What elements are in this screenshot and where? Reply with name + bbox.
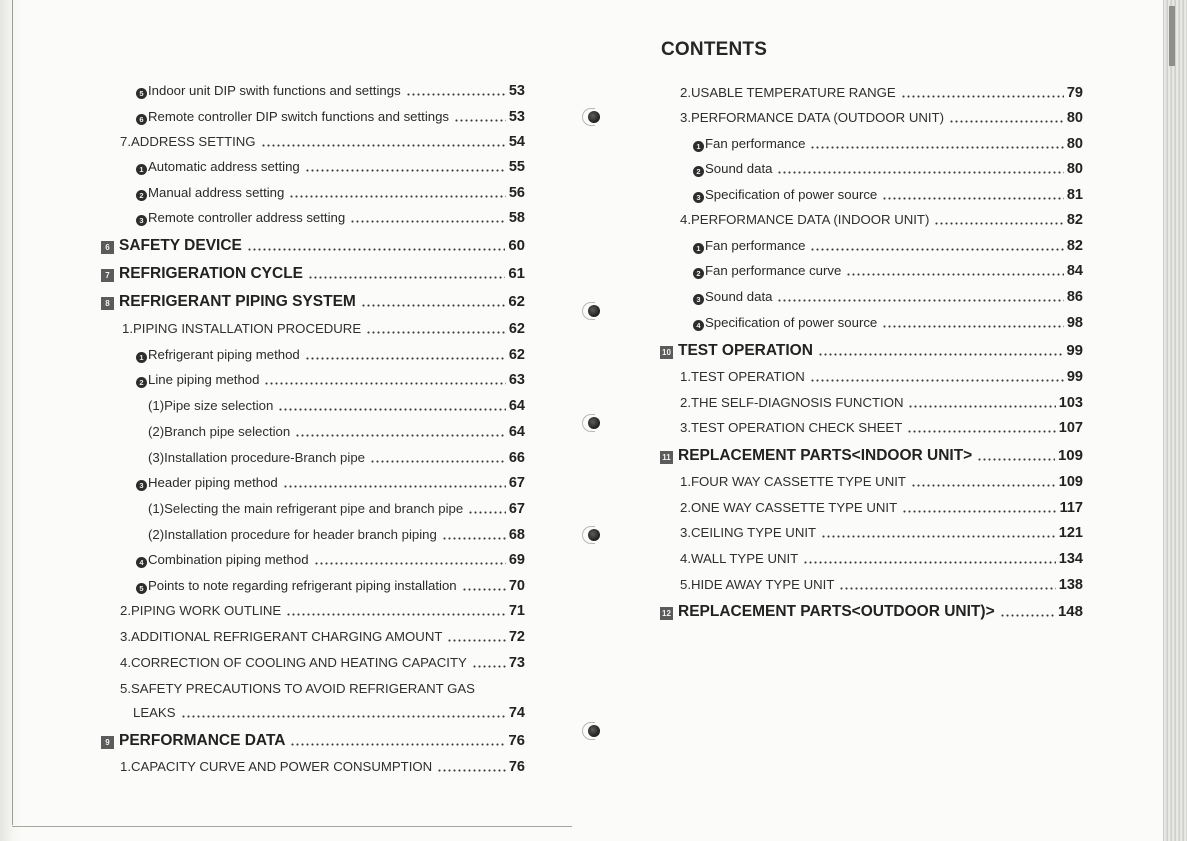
- toc-entry[interactable]: [120, 655, 525, 671]
- toc-page-number: 73: [508, 655, 525, 671]
- binding-hole: [582, 302, 602, 320]
- dot-leader: [286, 613, 506, 616]
- binding-hole: [582, 526, 602, 544]
- circled-number-icon: 2: [136, 377, 147, 388]
- toc-entry[interactable]: [136, 552, 525, 568]
- toc-entry[interactable]: [148, 527, 525, 543]
- toc-page-number: 82: [1066, 238, 1083, 254]
- toc-entry-label: (2)Installation procedure for header branch piping: [148, 527, 437, 542]
- toc-entry-label: REFRIGERATION CYCLE: [119, 265, 303, 282]
- dot-leader: [350, 220, 506, 223]
- toc-page-number: 64: [508, 424, 525, 440]
- toc-page-number: 67: [508, 501, 525, 517]
- dot-leader: [305, 357, 506, 360]
- dot-leader: [777, 299, 1063, 302]
- binding-hole: [582, 722, 602, 740]
- toc-page-number: 99: [1066, 342, 1083, 359]
- toc-page-number: 58: [508, 210, 525, 226]
- dot-leader: [907, 430, 1056, 433]
- toc-entry[interactable]: [680, 577, 1083, 593]
- toc-entry-label: 1.FOUR WAY CASSETTE TYPE UNIT: [680, 474, 906, 489]
- circled-number-icon: 1: [136, 164, 147, 175]
- toc-page-number: 80: [1066, 136, 1083, 152]
- toc-page-number: 64: [508, 398, 525, 414]
- dot-leader: [437, 769, 506, 772]
- toc-page-number: 117: [1059, 500, 1083, 516]
- toc-entry-label: Fan performance curve: [705, 263, 842, 278]
- toc-entry-label: REPLACEMENT PARTS<INDOOR UNIT>: [678, 447, 973, 464]
- toc-entry-label: Manual address setting: [148, 185, 285, 200]
- toc-page-number: 79: [1066, 85, 1083, 101]
- toc-entry[interactable]: [680, 551, 1083, 567]
- toc-entry[interactable]: [136, 159, 525, 175]
- dot-leader: [901, 95, 1064, 98]
- toc-entry[interactable]: [148, 424, 525, 440]
- toc-entry-label: 4.WALL TYPE UNIT: [680, 551, 799, 566]
- dot-leader: [810, 146, 1063, 149]
- circled-number-icon: 2: [693, 268, 704, 279]
- toc-section-heading[interactable]: [101, 266, 525, 282]
- toc-entry[interactable]: [136, 109, 525, 125]
- dot-leader: [777, 171, 1063, 174]
- dot-leader: [295, 434, 506, 437]
- toc-page-number: 76: [508, 732, 525, 749]
- toc-entry[interactable]: [680, 420, 1083, 436]
- toc-entry[interactable]: [136, 83, 525, 99]
- toc-entry-label: PERFORMANCE DATA: [119, 732, 286, 749]
- dot-leader: [977, 458, 1055, 461]
- toc-entry[interactable]: [680, 110, 1083, 126]
- toc-page-number: 82: [1066, 212, 1083, 228]
- toc-entry-label: Points to note regarding refrigerant piping installation: [148, 578, 457, 593]
- page-edge-right: [1163, 0, 1187, 841]
- dot-leader: [264, 382, 505, 385]
- dot-leader: [261, 144, 506, 147]
- toc-entry-label: Line piping method: [148, 372, 260, 387]
- toc-page-number: 109: [1058, 474, 1083, 490]
- toc-section-heading[interactable]: [660, 604, 1083, 620]
- toc-entry[interactable]: [693, 161, 1083, 177]
- section-number-badge: 9: [101, 736, 114, 749]
- toc-entry[interactable]: [693, 289, 1083, 305]
- toc-entry-label: 4.PERFORMANCE DATA (INDOOR UNIT): [680, 212, 930, 227]
- toc-page-number: 81: [1066, 187, 1083, 203]
- circled-number-icon: 4: [693, 320, 704, 331]
- toc-entry[interactable]: [680, 395, 1083, 411]
- toc-page-number: 107: [1058, 420, 1083, 436]
- dot-leader: [454, 119, 506, 122]
- toc-page-number: 103: [1058, 395, 1083, 411]
- toc-entry[interactable]: [136, 185, 525, 201]
- toc-page-number: 62: [508, 293, 525, 310]
- dot-leader: [361, 304, 505, 307]
- toc-entry-label: TEST OPERATION: [678, 342, 813, 359]
- toc-entry-label: Refrigerant piping method: [148, 347, 300, 362]
- toc-entry-label: Indoor unit DIP swith functions and settings: [148, 83, 401, 98]
- circled-number-icon: 3: [136, 480, 147, 491]
- toc-page-number: 86: [1066, 289, 1083, 305]
- dot-leader: [821, 535, 1056, 538]
- toc-entry-label: 1.PIPING INSTALLATION PROCEDURE: [122, 321, 362, 336]
- toc-page-number: 55: [508, 159, 525, 175]
- toc-page-number: 76: [508, 759, 525, 775]
- toc-page-number: 63: [508, 372, 525, 388]
- toc-entry-label: Fan performance: [705, 136, 806, 151]
- page-edge-left: [12, 0, 13, 825]
- toc-page-number: 56: [508, 185, 525, 201]
- toc-entry-label: 2.USABLE TEMPERATURE RANGE: [680, 85, 896, 100]
- toc-entry-label: (1)Selecting the main refrigerant pipe and branch pipe: [148, 501, 464, 516]
- toc-entry[interactable]: [680, 212, 1083, 228]
- circled-number-icon: 2: [136, 190, 147, 201]
- toc-page-number: 70: [508, 578, 525, 594]
- toc-entry-label: Remote controller DIP switch functions and settings: [148, 109, 450, 124]
- dot-leader: [289, 195, 506, 198]
- toc-entry-label: REPLACEMENT PARTS<OUTDOOR UNIT)>: [678, 603, 995, 620]
- dot-leader: [442, 537, 506, 540]
- toc-entry[interactable]: [693, 315, 1083, 331]
- toc-entry[interactable]: [680, 369, 1083, 385]
- toc-entry-label: 4.CORRECTION OF COOLING AND HEATING CAPACITY: [120, 655, 467, 670]
- toc-entry-label: 3.PERFORMANCE DATA (OUTDOOR UNIT): [680, 110, 944, 125]
- toc-page-number: 68: [508, 527, 525, 543]
- toc-section-heading[interactable]: [101, 238, 525, 254]
- dot-leader: [810, 379, 1064, 382]
- toc-page-number: 84: [1066, 263, 1083, 279]
- toc-entry[interactable]: [122, 321, 525, 337]
- dot-leader: [949, 120, 1064, 123]
- toc-entry[interactable]: [693, 263, 1083, 279]
- toc-entry-label: (1)Pipe size selection: [148, 398, 274, 413]
- dot-leader: [462, 588, 506, 591]
- toc-entry-label: 7.ADDRESS SETTING: [120, 134, 256, 149]
- section-number-badge: 10: [660, 346, 673, 359]
- dot-leader: [934, 222, 1064, 225]
- dot-leader: [839, 587, 1055, 590]
- toc-entry-label: Specification of power source: [705, 187, 878, 202]
- toc-entry-label: Sound data: [705, 161, 773, 176]
- toc-entry[interactable]: [136, 578, 525, 594]
- toc-entry[interactable]: [120, 603, 525, 619]
- toc-entry-label: 3.CEILING TYPE UNIT: [680, 525, 817, 540]
- dot-leader: [181, 715, 506, 718]
- toc-page-number: 61: [508, 265, 525, 282]
- contents-title: CONTENTS: [661, 39, 768, 60]
- dot-leader: [366, 331, 506, 334]
- dot-leader: [1000, 614, 1055, 617]
- section-number-badge: 11: [660, 451, 673, 464]
- toc-entry-label: 2.PIPING WORK OUTLINE: [120, 603, 282, 618]
- circled-number-icon: 4: [136, 557, 147, 568]
- dot-leader: [406, 93, 506, 96]
- toc-section-heading[interactable]: [660, 448, 1083, 464]
- toc-entry[interactable]: [148, 398, 525, 414]
- section-number-badge: 12: [660, 607, 673, 620]
- toc-entry[interactable]: [680, 85, 1083, 101]
- toc-page-number: 53: [508, 83, 525, 99]
- toc-entry-label: SAFETY DEVICE: [119, 237, 242, 254]
- dot-leader: [314, 562, 506, 565]
- toc-page-number: 62: [508, 321, 525, 337]
- dot-leader: [818, 353, 1063, 356]
- toc-page-number: 98: [1066, 315, 1083, 331]
- toc-entry-label: Header piping method: [148, 475, 278, 490]
- toc-page-number: 60: [508, 237, 525, 254]
- dot-leader: [290, 743, 505, 746]
- toc-entry[interactable]: [148, 501, 525, 517]
- toc-page-number: 80: [1066, 110, 1083, 126]
- toc-entry-label: 2.ONE WAY CASSETTE TYPE UNIT: [680, 500, 898, 515]
- toc-page-number: 134: [1058, 551, 1083, 567]
- toc-page-number: 54: [508, 134, 525, 150]
- toc-entry-label: 5.HIDE AWAY TYPE UNIT: [680, 577, 835, 592]
- toc-page-number: 121: [1058, 525, 1083, 541]
- toc-entry[interactable]: [680, 525, 1083, 541]
- toc-section-heading[interactable]: [101, 294, 525, 310]
- toc-page-number: 109: [1057, 447, 1083, 464]
- circled-number-icon: 6: [136, 114, 147, 125]
- dot-leader: [247, 248, 505, 251]
- toc-entry[interactable]: [148, 450, 525, 466]
- dot-leader: [308, 276, 505, 279]
- toc-entry-label: 3.TEST OPERATION CHECK SHEET: [680, 420, 903, 435]
- toc-entry[interactable]: [136, 372, 525, 388]
- toc-entry-label: Specification of power source: [705, 315, 878, 330]
- toc-page-number: 66: [508, 450, 525, 466]
- section-number-badge: 7: [101, 269, 114, 282]
- toc-page-number: 80: [1066, 161, 1083, 177]
- toc-entry-label[interactable]: 5.SAFETY PRECAUTIONS TO AVOID REFRIGERANT GAS: [120, 681, 475, 696]
- toc-entry-label: (2)Branch pipe selection: [148, 424, 291, 439]
- circled-number-icon: 3: [136, 215, 147, 226]
- toc-entry[interactable]: [693, 187, 1083, 203]
- toc-entry-label: REFRIGERANT PIPING SYSTEM: [119, 293, 356, 310]
- toc-page-number: 74: [508, 705, 525, 721]
- dot-leader: [305, 169, 506, 172]
- toc-page-number: 69: [508, 552, 525, 568]
- toc-entry-label: 3.ADDITIONAL REFRIGERANT CHARGING AMOUNT: [120, 629, 443, 644]
- toc-entry[interactable]: [120, 629, 525, 645]
- toc-entry-label: 1.CAPACITY CURVE AND POWER CONSUMPTION: [120, 759, 433, 774]
- circled-number-icon: 3: [693, 192, 704, 203]
- dot-leader: [803, 561, 1056, 564]
- binding-hole: [582, 108, 602, 126]
- toc-page-number: 67: [508, 475, 525, 491]
- toc-page-number: 53: [508, 109, 525, 125]
- toc-page-number: 62: [508, 347, 525, 363]
- dot-leader: [447, 639, 505, 642]
- toc-entry[interactable]: [136, 210, 525, 226]
- toc-entry-label: (3)Installation procedure-Branch pipe: [148, 450, 365, 465]
- toc-entry[interactable]: [693, 136, 1083, 152]
- toc-entry[interactable]: [680, 474, 1083, 490]
- toc-page-number: 71: [508, 603, 525, 619]
- dot-leader: [283, 485, 506, 488]
- binding-hole: [582, 414, 602, 432]
- toc-page-number: 99: [1066, 369, 1083, 385]
- toc-entry[interactable]: [120, 759, 525, 775]
- dot-leader: [911, 484, 1056, 487]
- circled-number-icon: 1: [136, 352, 147, 363]
- toc-entry-label: Remote controller address setting: [148, 210, 346, 225]
- toc-entry-label: LEAKS: [133, 705, 176, 720]
- dot-leader: [882, 325, 1064, 328]
- toc-page-number: 72: [508, 629, 525, 645]
- dot-leader: [882, 197, 1064, 200]
- section-number-badge: 8: [101, 297, 114, 310]
- circled-number-icon: 5: [136, 88, 147, 99]
- toc-entry[interactable]: [680, 500, 1083, 516]
- toc-entry-label: 2.THE SELF-DIAGNOSIS FUNCTION: [680, 395, 904, 410]
- dot-leader: [278, 408, 506, 411]
- toc-entry[interactable]: [136, 475, 525, 491]
- toc-entry[interactable]: [136, 347, 525, 363]
- toc-entry-label: Automatic address setting: [148, 159, 300, 174]
- toc-page-number: 138: [1058, 577, 1083, 593]
- toc-section-heading[interactable]: [660, 343, 1083, 359]
- toc-entry-label: Combination piping method: [148, 552, 309, 567]
- page-shadow: [0, 0, 22, 841]
- toc-entry[interactable]: [120, 134, 525, 150]
- circled-number-icon: 3: [693, 294, 704, 305]
- section-number-badge: 6: [101, 241, 114, 254]
- dot-leader: [908, 405, 1055, 408]
- dot-leader: [902, 510, 1056, 513]
- circled-number-icon: 2: [693, 166, 704, 177]
- toc-entry-label: Fan performance: [705, 238, 806, 253]
- toc-page-number: 148: [1057, 603, 1083, 620]
- toc-entry[interactable]: [133, 705, 525, 721]
- dot-leader: [472, 665, 506, 668]
- toc-section-heading[interactable]: [101, 733, 525, 749]
- page-edge-bottom: [12, 826, 572, 827]
- toc-entry[interactable]: [693, 238, 1083, 254]
- toc-entry-label: Sound data: [705, 289, 773, 304]
- circled-number-icon: 1: [693, 141, 704, 152]
- dot-leader: [846, 273, 1064, 276]
- circled-number-icon: 5: [136, 583, 147, 594]
- toc-entry-label: 1.TEST OPERATION: [680, 369, 805, 384]
- circled-number-icon: 1: [693, 243, 704, 254]
- dot-leader: [810, 248, 1063, 251]
- dot-leader: [370, 460, 506, 463]
- dot-leader: [468, 511, 506, 514]
